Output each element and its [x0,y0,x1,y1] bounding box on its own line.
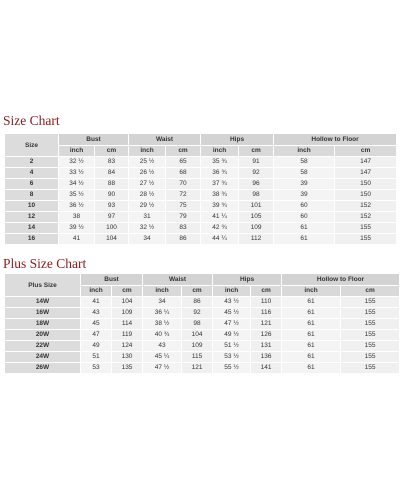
measurement-cell: 38 ¾ [201,190,238,200]
measurement-group-header: Hollow to Floor [282,274,399,285]
size-label-cell: 26W [5,363,80,373]
measurement-cell: 109 [112,308,142,318]
measurement-cell: 155 [335,223,396,233]
measurement-cell: 96 [239,179,273,189]
unit-header: inch [59,146,94,156]
measurement-cell: 90 [95,190,128,200]
measurement-cell: 60 [274,212,334,222]
measurement-cell: 31 [129,212,165,222]
measurement-cell: 37 ¾ [201,179,238,189]
measurement-cell: 100 [95,223,128,233]
measurement-cell: 109 [182,341,212,351]
measurement-cell: 39 ¾ [201,201,238,211]
unit-header: inch [274,146,334,156]
measurement-cell: 34 ½ [59,179,94,189]
measurement-cell: 98 [182,319,212,329]
unit-header: cm [182,286,212,296]
measurement-group-header: Bust [81,274,142,285]
measurement-cell: 51 ½ [213,341,250,351]
measurement-cell: 43 [143,341,181,351]
measurement-cell: 109 [239,223,273,233]
measurement-cell: 45 ½ [213,308,250,318]
table-row [5,308,399,318]
size-column-header: Size [5,134,58,156]
measurement-cell: 79 [166,212,200,222]
table-row [5,201,396,211]
measurement-cell: 86 [166,234,200,244]
measurement-cell: 34 [129,234,165,244]
measurement-cell: 112 [239,234,273,244]
measurement-cell: 35 ¾ [201,157,238,167]
measurement-cell: 47 [81,330,111,340]
unit-header: inch [282,286,340,296]
measurement-cell: 61 [282,297,340,307]
measurement-cell: 41 ¼ [201,212,238,222]
unit-header: cm [112,286,142,296]
table-row [5,341,399,351]
measurement-group-header: Bust [59,134,128,145]
measurement-cell: 152 [335,201,396,211]
size-label-cell: 16W [5,308,80,318]
measurement-cell: 61 [282,352,340,362]
table-row [5,168,396,178]
table-row [5,190,396,200]
size-label-cell: 12 [5,212,58,222]
measurement-cell: 141 [251,363,281,373]
measurement-cell: 147 [335,168,396,178]
measurement-cell: 38 [59,212,94,222]
measurement-cell: 29 ½ [129,201,165,211]
measurement-cell: 110 [251,297,281,307]
table-row [5,234,396,244]
unit-header: inch [81,286,111,296]
measurement-cell: 105 [239,212,273,222]
measurement-cell: 61 [282,308,340,318]
table-row [5,363,399,373]
measurement-cell: 136 [251,352,281,362]
measurement-cell: 98 [239,190,273,200]
measurement-cell: 45 ¼ [143,352,181,362]
measurement-cell: 41 [59,234,94,244]
measurement-cell: 39 [274,179,334,189]
measurement-cell: 49 ½ [213,330,250,340]
unit-header: cm [166,146,200,156]
measurement-cell: 155 [341,341,399,351]
measurement-cell: 33 ½ [59,168,94,178]
measurement-cell: 44 ¼ [201,234,238,244]
size-label-cell: 2 [5,157,58,167]
measurement-cell: 34 [143,297,181,307]
measurement-cell: 58 [274,168,334,178]
table-row [5,212,396,222]
measurement-cell: 26 ½ [129,168,165,178]
measurement-cell: 75 [166,201,200,211]
size-chart-table [4,133,397,245]
measurement-group-header: Waist [129,134,200,145]
measurement-cell: 43 [81,308,111,318]
measurement-cell: 155 [341,363,399,373]
measurement-cell: 152 [335,212,396,222]
measurement-cell: 155 [341,352,399,362]
measurement-cell: 104 [182,330,212,340]
measurement-cell: 70 [166,179,200,189]
measurement-cell: 35 ½ [59,190,94,200]
measurement-cell: 92 [239,168,273,178]
measurement-cell: 91 [239,157,273,167]
measurement-group-header: Hips [213,274,281,285]
measurement-cell: 97 [95,212,128,222]
unit-header: inch [129,146,165,156]
measurement-cell: 147 [335,157,396,167]
measurement-cell: 104 [95,234,128,244]
size-column-header: Plus Size [5,274,80,296]
table-row [5,319,399,329]
measurement-cell: 47 ½ [143,363,181,373]
measurement-cell: 150 [335,190,396,200]
measurement-cell: 121 [182,363,212,373]
table-row [5,330,399,340]
measurement-cell: 38 ½ [143,319,181,329]
measurement-cell: 114 [112,319,142,329]
measurement-cell: 36 ½ [59,201,94,211]
size-label-cell: 10 [5,201,58,211]
measurement-cell: 61 [282,330,340,340]
plus-size-chart-title: Plus Size Chart [3,256,87,271]
group-header-row [5,274,399,285]
measurement-cell: 42 ¾ [201,223,238,233]
unit-header: inch [213,286,250,296]
measurement-cell: 47 ½ [213,319,250,329]
measurement-cell: 155 [341,308,399,318]
plus-size-chart-table [4,273,400,374]
measurement-cell: 61 [282,363,340,373]
measurement-group-header: Waist [143,274,212,285]
measurement-cell: 25 ½ [129,157,165,167]
size-chart-title: Size Chart [3,113,60,128]
group-header-row [5,134,396,145]
measurement-cell: 60 [274,201,334,211]
measurement-cell: 155 [335,234,396,244]
measurement-cell: 88 [95,179,128,189]
measurement-cell: 53 ½ [213,352,250,362]
measurement-cell: 155 [341,297,399,307]
measurement-cell: 131 [251,341,281,351]
size-label-cell: 8 [5,190,58,200]
measurement-cell: 84 [95,168,128,178]
measurement-cell: 39 [274,190,334,200]
measurement-cell: 61 [282,319,340,329]
size-label-cell: 20W [5,330,80,340]
measurement-cell: 28 ½ [129,190,165,200]
measurement-cell: 93 [95,201,128,211]
measurement-cell: 36 ¾ [201,168,238,178]
measurement-cell: 58 [274,157,334,167]
measurement-cell: 61 [274,223,334,233]
measurement-cell: 130 [112,352,142,362]
measurement-cell: 49 [81,341,111,351]
measurement-cell: 61 [274,234,334,244]
measurement-cell: 86 [182,297,212,307]
measurement-cell: 155 [341,330,399,340]
measurement-cell: 51 [81,352,111,362]
measurement-cell: 83 [95,157,128,167]
measurement-cell: 68 [166,168,200,178]
table-row [5,157,396,167]
measurement-cell: 32 ½ [59,157,94,167]
unit-header: cm [251,286,281,296]
measurement-cell: 45 [81,319,111,329]
unit-header: cm [95,146,128,156]
size-label-cell: 14W [5,297,80,307]
unit-header: inch [143,286,181,296]
table-row [5,223,396,233]
measurement-cell: 32 ½ [129,223,165,233]
measurement-cell: 115 [182,352,212,362]
measurement-cell: 83 [166,223,200,233]
measurement-cell: 135 [112,363,142,373]
measurement-cell: 72 [166,190,200,200]
size-label-cell: 16 [5,234,58,244]
measurement-cell: 39 ½ [59,223,94,233]
measurement-cell: 121 [251,319,281,329]
unit-header: cm [239,146,273,156]
measurement-cell: 27 ½ [129,179,165,189]
measurement-cell: 119 [112,330,142,340]
size-label-cell: 24W [5,352,80,362]
size-label-cell: 6 [5,179,58,189]
measurement-cell: 155 [341,319,399,329]
measurement-cell: 53 [81,363,111,373]
measurement-cell: 55 ½ [213,363,250,373]
table-row [5,297,399,307]
size-label-cell: 18W [5,319,80,329]
measurement-cell: 101 [239,201,273,211]
measurement-cell: 41 [81,297,111,307]
table-row [5,179,396,189]
size-label-cell: 14 [5,223,58,233]
unit-header: cm [341,286,399,296]
unit-header-row [5,146,396,156]
measurement-cell: 92 [182,308,212,318]
measurement-cell: 124 [112,341,142,351]
measurement-cell: 116 [251,308,281,318]
measurement-group-header: Hollow to Floor [274,134,396,145]
measurement-cell: 150 [335,179,396,189]
measurement-cell: 36 ¼ [143,308,181,318]
measurement-cell: 40 ¾ [143,330,181,340]
measurement-cell: 126 [251,330,281,340]
size-label-cell: 22W [5,341,80,351]
size-label-cell: 4 [5,168,58,178]
measurement-cell: 61 [282,341,340,351]
table-row [5,352,399,362]
measurement-group-header: Hips [201,134,273,145]
measurement-cell: 43 ½ [213,297,250,307]
unit-header: inch [201,146,238,156]
measurement-cell: 104 [112,297,142,307]
unit-header: cm [335,146,396,156]
measurement-cell: 65 [166,157,200,167]
